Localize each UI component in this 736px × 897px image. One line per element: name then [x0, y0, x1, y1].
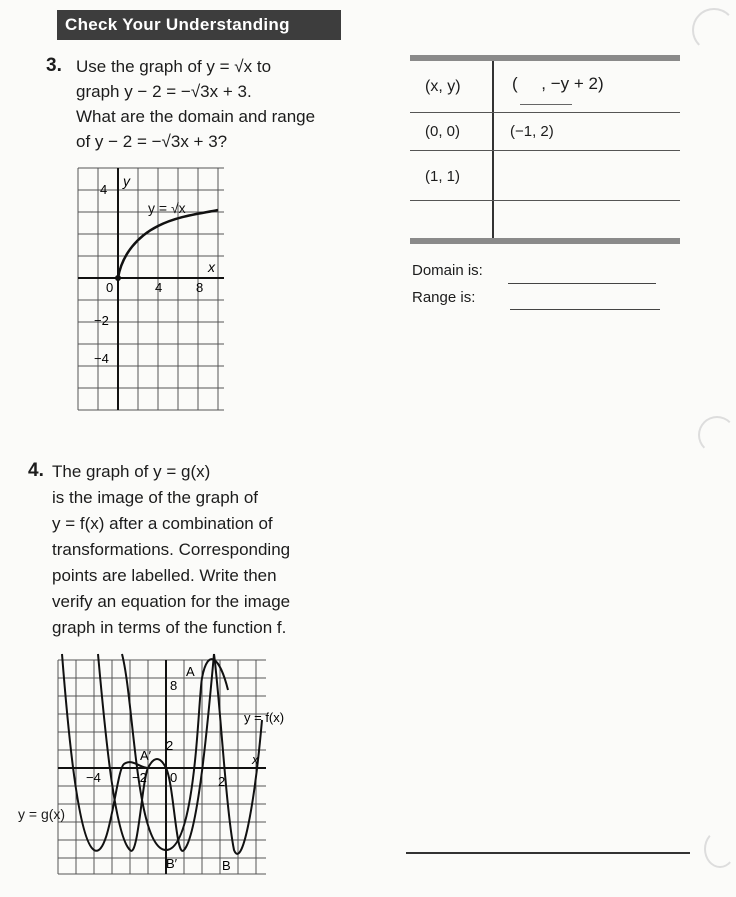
f-curve-label: y = f(x): [244, 710, 285, 725]
label-8: 8: [170, 678, 178, 693]
q4-line: points are labelled. Write then: [52, 566, 277, 585]
table-header-image: ( , −y + 2): [512, 74, 604, 93]
sqrt-curve: [118, 210, 218, 278]
tick-label-yneg4: −4: [94, 351, 109, 366]
table-bottom-rule: [410, 238, 680, 244]
point-label-B: B: [222, 858, 231, 873]
curve-label: y = √x: [148, 200, 186, 216]
table-cell: (0, 0): [425, 123, 461, 140]
tick-label-x4: 4: [155, 280, 163, 295]
q4-answer-field[interactable]: [406, 852, 690, 854]
point-label-A: A: [186, 664, 195, 679]
domain-label: Domain is:: [412, 262, 483, 279]
q3-line: graph y − 2 = −√3x + 3.: [76, 82, 252, 101]
point-label-A-prime: A′: [140, 748, 152, 763]
table-cell: (1, 1): [425, 168, 461, 185]
g-curve-label: y = g(x): [18, 806, 66, 822]
q3-prompt: [76, 54, 315, 154]
tick-label-x8: 8: [196, 280, 204, 295]
q3-line: of y − 2 = −√3x + 3?: [76, 132, 228, 151]
q4-line: transformations. Corresponding: [52, 540, 291, 559]
tick-label-yneg2: −2: [94, 313, 109, 328]
q3-graph: [78, 168, 224, 410]
q4-prompt: [52, 459, 290, 641]
tick-label-neg2: −2: [132, 770, 147, 785]
table-cell: (−1, 2): [510, 123, 554, 140]
table-row-rule: [410, 112, 680, 113]
q4-line: verify an equation for the image: [52, 592, 291, 611]
q3-line: Use the graph of y = √x to: [76, 57, 272, 76]
x-axis-label: x: [252, 752, 259, 767]
point-label-B-prime: B′: [166, 856, 178, 871]
y-axis-label: y: [123, 173, 130, 189]
range-answer-field[interactable]: [510, 309, 660, 310]
x-axis-label: x: [208, 259, 215, 275]
q3-line: What are the domain and range: [76, 107, 316, 126]
table-row-rule: [410, 200, 680, 201]
section-banner: Check Your Understanding: [57, 10, 341, 40]
page-corner-mark: [704, 830, 736, 868]
q4-line: y = f(x) after a combination of: [52, 514, 273, 533]
tick-label-0: 0: [170, 770, 178, 785]
q4-line: graph in terms of the function f.: [52, 618, 287, 637]
q4-graph: [58, 660, 285, 874]
tick-label-neg4: −4: [86, 770, 101, 785]
q4-number: 4.: [28, 460, 44, 481]
curve-start-point: [115, 275, 121, 281]
q4-line: The graph of y = g(x): [52, 462, 211, 481]
table-row-rule: [410, 150, 680, 151]
tick-label-origin: 0: [106, 280, 114, 295]
label-2: 2: [166, 738, 174, 753]
domain-answer-field[interactable]: [508, 283, 656, 284]
page-corner-mark: [692, 8, 736, 52]
tick-label-2: 2: [218, 774, 226, 789]
range-label: Range is:: [412, 289, 476, 306]
header-blank-line: [520, 104, 572, 105]
q3-number: 3.: [46, 55, 62, 76]
table-top-rule: [410, 55, 680, 61]
tick-label-y4: 4: [100, 182, 108, 197]
q4-line: is the image of the graph of: [52, 488, 259, 507]
page-corner-mark: [698, 416, 736, 454]
table-header-xy: (x, y): [425, 78, 461, 95]
